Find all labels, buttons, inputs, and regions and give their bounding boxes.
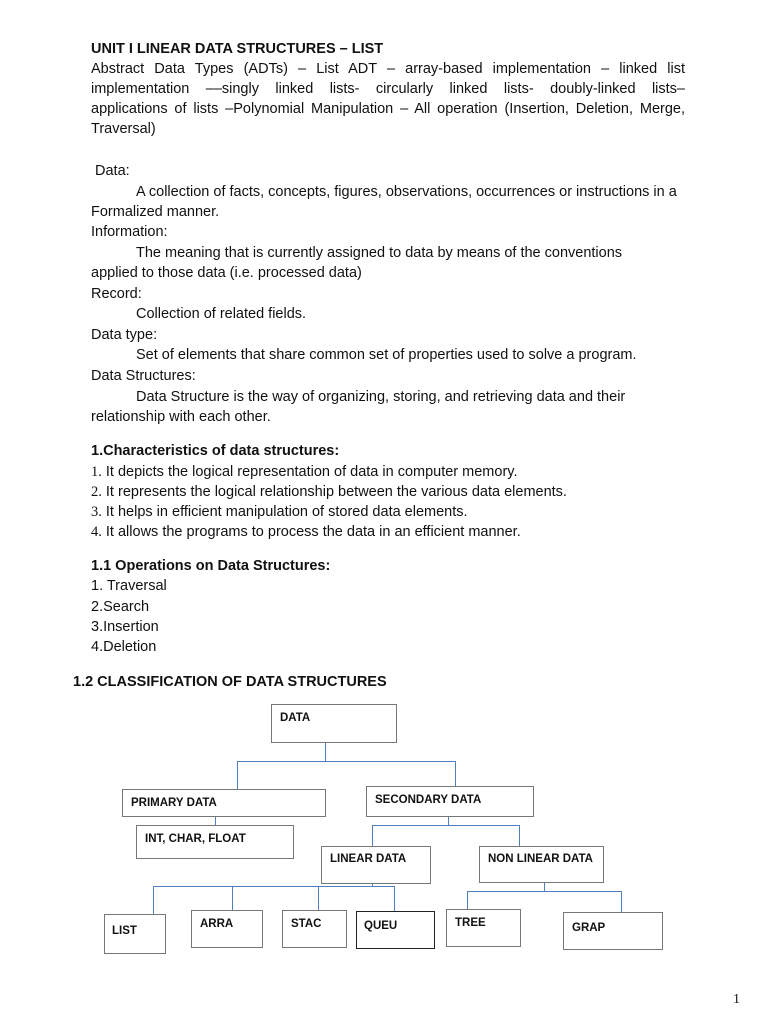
connector-line — [448, 816, 449, 825]
connector-line — [467, 891, 468, 909]
node-graph: GRAP — [563, 912, 663, 950]
connector-line — [394, 886, 395, 911]
connector-line — [544, 882, 545, 891]
node-data: DATA — [271, 704, 397, 743]
definition-term-record: Record: — [91, 286, 142, 302]
syllabus-line-3: applications of lists –Polynomial Manipulation – All operation (Insertion, Deletion, Merge, — [91, 101, 685, 117]
definition-body-data-structures: Data Structure is the way of organizing, storing, and retrieving data and their — [136, 389, 626, 405]
node-primary-data: PRIMARY DATA — [122, 789, 326, 817]
syllabus-line-1: Abstract Data Types (ADTs) – List ADT – array-based implementation – linked list — [91, 61, 685, 77]
list-item-number: 3. — [91, 504, 102, 520]
syllabus-line-2: implementation ––singly linked lists- circularly linked lists- doubly-linked lists– — [91, 81, 685, 97]
list-item — [91, 523, 521, 541]
list-item — [91, 503, 468, 521]
list-item — [91, 463, 518, 481]
node-list: LIST — [104, 914, 166, 954]
list-item-number: 2. — [91, 484, 102, 500]
node-array: ARRA — [191, 910, 263, 948]
operation-item: 3.Insertion — [91, 619, 159, 635]
node-queue: QUEU — [356, 911, 435, 949]
definition-term-data: Data: — [95, 163, 130, 179]
definition-body-data-cont: Formalized manner. — [91, 204, 220, 220]
connector-line — [237, 761, 456, 762]
connector-line — [153, 886, 154, 914]
connector-line — [467, 891, 622, 892]
definition-body-information: The meaning that is currently assigned to data by means of the conventions — [136, 245, 623, 261]
connector-line — [372, 825, 520, 826]
connector-line — [232, 886, 233, 910]
node-non-linear-data: NON LINEAR DATA — [479, 846, 604, 883]
node-stack: STAC — [282, 910, 347, 948]
node-linear-data: LINEAR DATA — [321, 846, 431, 884]
definition-body-information-cont: applied to those data (i.e. processed data) — [91, 265, 362, 281]
operation-item: 1. Traversal — [91, 578, 167, 594]
connector-line — [621, 891, 622, 912]
node-tree: TREE — [446, 909, 521, 947]
characteristics-heading: 1.Characteristics of data structures: — [91, 443, 340, 459]
connector-line — [318, 886, 319, 910]
list-item-text: It represents the logical relationship between the various data elements. — [105, 484, 567, 500]
list-item-text: It depicts the logical representation of data in computer memory. — [105, 464, 518, 480]
connector-line — [455, 761, 456, 787]
definition-term-data-structures: Data Structures: — [91, 368, 196, 384]
node-primitive-types: INT, CHAR, FLOAT — [136, 825, 294, 859]
definition-body-data: A collection of facts, concepts, figures, observations, occurrences or instructions in a — [136, 184, 677, 200]
connector-line — [325, 742, 326, 761]
list-item-number: 4. — [91, 524, 102, 540]
definition-body-data-type: Set of elements that share common set of properties used to solve a program. — [136, 347, 637, 363]
connector-line — [153, 886, 395, 887]
list-item — [91, 483, 567, 501]
operation-item: 2.Search — [91, 599, 150, 615]
page-number: 1 — [733, 992, 740, 1007]
connector-line — [372, 825, 373, 846]
classification-heading: 1.2 CLASSIFICATION OF DATA STRUCTURES — [73, 674, 387, 690]
connector-line — [237, 761, 238, 789]
unit-title: UNIT I LINEAR DATA STRUCTURES – LIST — [91, 41, 384, 57]
definition-body-record: Collection of related fields. — [136, 306, 307, 322]
syllabus-line-4: Traversal) — [91, 121, 156, 137]
operation-item: 4.Deletion — [91, 639, 157, 655]
operations-heading: 1.1 Operations on Data Structures: — [91, 558, 331, 574]
definition-term-data-type: Data type: — [91, 327, 158, 343]
definition-body-data-structures-cont: relationship with each other. — [91, 409, 271, 425]
node-secondary-data: SECONDARY DATA — [366, 786, 534, 817]
list-item-number: 1. — [91, 464, 102, 480]
list-item-text: It allows the programs to process the data in an efficient manner. — [105, 524, 521, 540]
connector-line — [519, 825, 520, 846]
list-item-text: It helps in efficient manipulation of stored data elements. — [105, 504, 468, 520]
definition-term-information: Information: — [91, 224, 168, 240]
